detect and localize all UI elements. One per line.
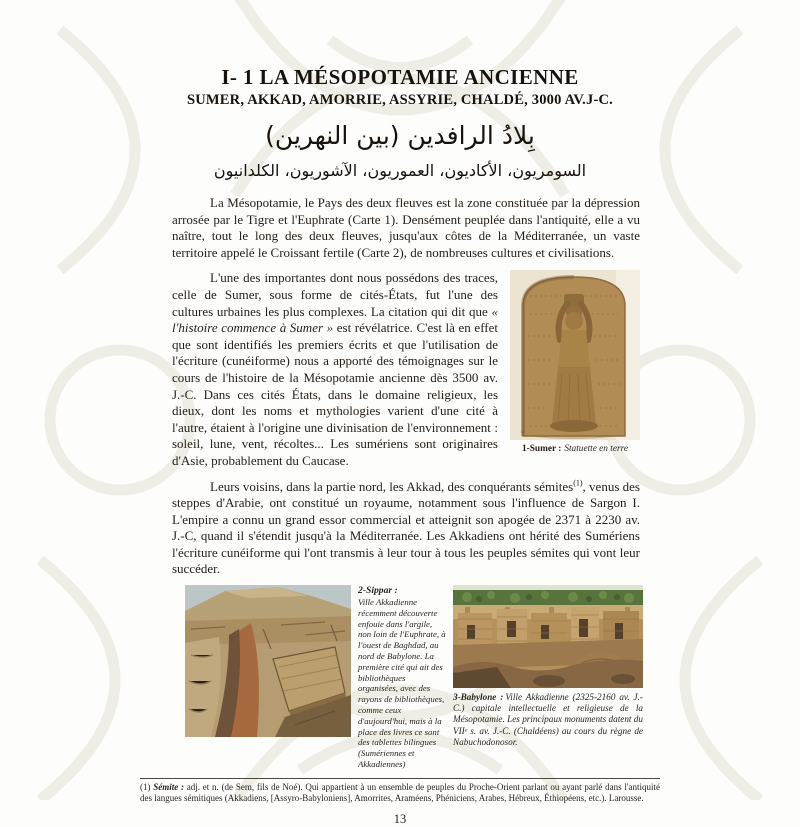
footnote-text: adj. et n. (de Sem, fils de Noé). Qui appartient à un ensemble de peuples du Proche-Orient parlant ou ayant parlé dans l'antiquité des langues sémitiques (Akkadiens, [Assyro-Babyloniens], Amorrites, Araméens, Phéniciens, Arabes, Hébreux, Éthiopéens, etc.). Larousse. bbox=[140, 781, 661, 804]
book-page bbox=[140, 0, 660, 827]
caption-sippar bbox=[358, 585, 446, 770]
figure-babylone bbox=[453, 585, 643, 748]
caption-babylone bbox=[453, 692, 643, 748]
caption-sippar-label: 2-Sippar : bbox=[358, 585, 398, 597]
paragraph-akkad bbox=[172, 479, 640, 579]
footnote-ref: (1) bbox=[140, 781, 154, 792]
caption-babylone-label: 3-Babylone : bbox=[453, 692, 504, 703]
figure-sumer-statuette bbox=[510, 270, 640, 455]
page-number: 13 bbox=[393, 812, 407, 826]
page-title: I- 1 LA MÉSOPOTAMIE ANCIENNE bbox=[221, 65, 579, 89]
page-subtitle: SUMER, AKKAD, AMORRIE, ASSYRIE, CHALDÉ, 3000 AV.J-C. bbox=[186, 92, 613, 108]
caption-sippar-text: Ville Akkadienne récemment découverte enfouie dans l'argile, non loin de l'Euphrate, à l'ouest de Baghdad, au nord de Babylone. La première cité qui ait des bibliothèques organisées, avec des rayons de bibliothèques, comme ceux d'aujourd'hui, mais à la place des livres ce sont des tablettes bilingues (Sumériennes et Akkadiennes) bbox=[358, 597, 446, 770]
arabic-title: بِلادُ الرافدين (بين النهرين) bbox=[265, 121, 535, 150]
sippar-excavation-photo bbox=[185, 585, 351, 737]
paragraph-text: Leurs voisins, dans la partie nord, les Akkad, des conquérants sémites bbox=[210, 478, 574, 494]
quote-histoire-sumer: « l'histoire commence à Sumer » bbox=[172, 303, 498, 336]
paragraph-text: , venus des steppes d'Arabie, ont constitué un royaume, notamment sous l'influence de Sargon I. L'empire a connu un grand essor commercial et atteignit son apogée de 2371 à 2230 av. J.-C, quand il s'étendit jusqu'à la Méditerranée. Les Akkadiens ont hérité des Sumériens l'écriture cunéiforme qui l'ont transmis à leur tour à tous les peuples sémites qui vont leur succéder. bbox=[172, 478, 640, 577]
footnote-divider bbox=[140, 778, 660, 779]
caption-sumer-text: Statuette en terre bbox=[564, 444, 629, 455]
paragraph-text: La Mésopotamie, le Pays des deux fleuves est la zone constituée par la dépression arrosée par le Tigre et l'Euphrate (Carte 1). Densément peuplée dans l'antiquité, elle a vu naître, tout le long des deux fleuves, jusqu'aux côtes de la Méditerranée, un vaste territoire appelé le Croissant fertile (Carte 2), de nombreuses cultures et civilisations. bbox=[172, 195, 640, 260]
paragraph-mesopotamie bbox=[172, 195, 640, 261]
paragraph-text: est révélatrice. C'est là en effet que sont identifiés les premiers écrits et que l'utilisation de l'écriture (cunéiforme) nous a apporté des témoignages sur le cours de l'histoire de la Mésopotamie ancienne dès 3500 av. J.-C. Dans ces cités États, dans le domaine religieux, les dieux, dont les noms et mythologies varient d'une cité à l'autre, étaient à l'origine une divinisation de l'environnement : soleil, lune, vent, récoltes... Les sumériens sont originaires d'Asie, probablement du Caucase. bbox=[172, 320, 498, 468]
figure-sippar bbox=[185, 585, 351, 737]
footnote-term: Sémite : bbox=[153, 781, 185, 792]
arabic-subtitle: السومريون، الأكاديون، العموريون، الآشوريون، الكلدانيون bbox=[213, 161, 587, 180]
body-text-column bbox=[172, 195, 640, 578]
footnote bbox=[140, 782, 660, 805]
caption-babylone-text: Ville Akkadienne (2325-2160 av. J.-C.) capitale intellectuelle et religieuse de la Mésopotamie. Les principaux monuments datent du VIIᵉ s. av. J.-C. (Chaldéens) au cours du règne de Nabuchodonosor. bbox=[453, 692, 643, 747]
babylone-ruins-photo bbox=[453, 585, 643, 688]
text-with-figure bbox=[172, 270, 640, 578]
caption-sumer-label: 1-Sumer : bbox=[521, 444, 562, 455]
caption-sumer bbox=[510, 443, 640, 455]
bottom-figures-row bbox=[185, 585, 643, 770]
sumer-statuette-photo bbox=[510, 270, 640, 440]
footnote-reference: (1) bbox=[573, 478, 583, 488]
paragraph-text: L'une des importantes dont nous possédons des traces, celle de Sumer, sous forme de cités-États, fut l'une des cultures urbaines les plus complexes. La citation qui dit que bbox=[172, 270, 498, 319]
